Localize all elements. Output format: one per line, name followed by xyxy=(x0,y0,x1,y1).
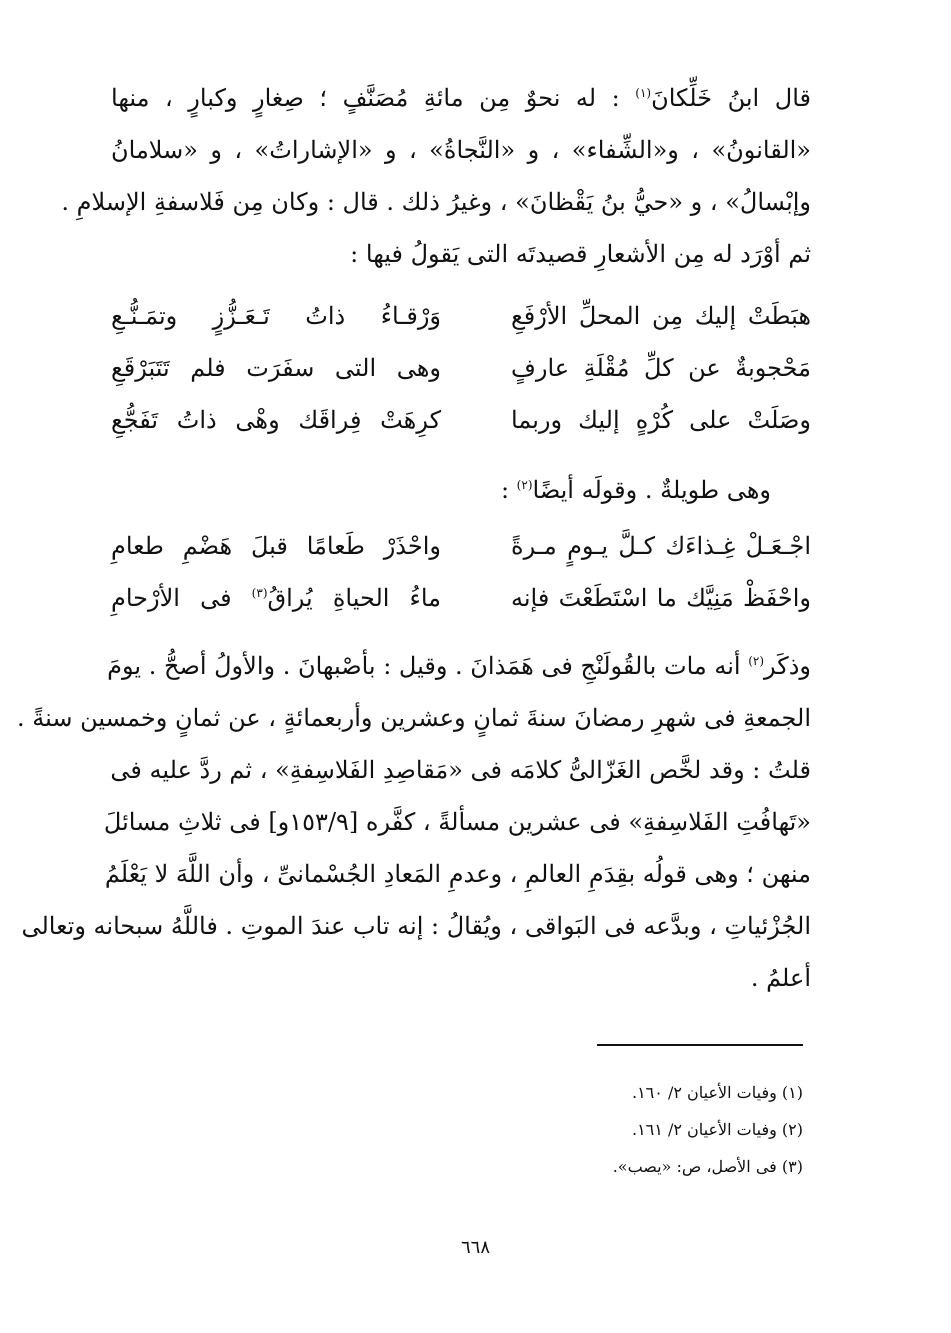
text-line: وإبْسالُ» ، و «حيُّ بنُ يَقْظانَ» ، وغيرُ ذلك . قال : وكان مِن فَلاسفةِ الإسلامِ . xyxy=(61,188,811,216)
verse-first-hemistich: هبَطَتْ إليك مِن المحلِّ الأرْفَعِ xyxy=(511,302,811,330)
verse-first-hemistich: اجْـعَـلْ غِـذاءَك كـلَّ يـومٍ مـرةً xyxy=(511,532,811,560)
text-line: «تَهافُتِ الفَلاسِفةِ» فى عشرين مسألةً ، كفَّره [١٥٣/٩و] فى ثلاثِ مسائلَ xyxy=(103,808,811,836)
text-fragment: : xyxy=(500,476,517,504)
poem-second xyxy=(111,520,811,624)
text-fragment: قال ابنُ خَلِّكانَ xyxy=(651,84,811,112)
text-fragment: وهى طويلةٌ . وقولَه أيضًا xyxy=(532,476,771,504)
verse-row xyxy=(111,520,811,572)
verse-second-hemistich: وَرْقـاءُ ذاتُ تَـعَـزُّزٍ وتمَـنُّـعِ xyxy=(111,302,441,330)
poem-intro-line xyxy=(501,464,811,516)
verse-first-hemistich: واحْفَظْ مَنِيَّك ما اسْتَطَعْتَ فإنه xyxy=(511,584,811,612)
footnote: (١) وفيات الأعيان ٢/ ١٦٠. xyxy=(631,1083,803,1102)
footnotes xyxy=(403,1074,803,1185)
footnote-separator xyxy=(597,1044,803,1046)
poem-first xyxy=(111,290,811,446)
paragraph-intro xyxy=(61,72,811,280)
text-line: «القانونُ» ، و«الشِّفاء» ، و «النَّجاةُ» ، و «الإشاراتُ» ، و «سلامانُ xyxy=(111,136,811,164)
paragraph-death xyxy=(16,640,811,1004)
verse-row xyxy=(111,342,811,394)
verse-second-hemistich: وهى التى سفَرَت فلم تَتَبَرْقَعِ xyxy=(111,354,441,382)
text-fragment: وذكَر xyxy=(764,652,811,680)
text-fragment: ماءُ الحياةِ يُراقُ xyxy=(267,584,441,612)
text-line: الجمعةِ فى شهرِ رمضانَ سنةَ ثمانٍ وعشرين وأربعمائةٍ ، عن ثمانٍ وخمسين سنةً . xyxy=(16,704,811,732)
footnote-marker: (٣) xyxy=(251,586,268,600)
verse-first-hemistich: مَحْجوبةٌ عن كلِّ مُقْلَةِ عارفٍ xyxy=(511,354,811,382)
footnote-marker: (٢) xyxy=(748,654,765,668)
verse-row xyxy=(111,572,811,624)
text-fragment: فى الأرْحامِ xyxy=(111,584,252,612)
text-line: الجُزْئياتِ ، وبدَّعه فى البَواقى ، ويُقالُ : إنه تاب عندَ الموتِ . فاللَّهُ سبحانه وتعالى xyxy=(21,912,811,940)
verse-row xyxy=(111,290,811,342)
text-line: ثم أوْرَد له مِن الأشعارِ قصيدتَه التى يَقولُ فيها : xyxy=(350,240,811,268)
verse-row xyxy=(111,394,811,446)
text-fragment: أنه مات بالقُولَنْجِ فى هَمَذانَ . وقيل : بأصْبهانَ . والأولُ أصحُّ . يومَ xyxy=(107,652,749,680)
footnote: (٢) وفيات الأعيان ٢/ ١٦١. xyxy=(631,1120,803,1139)
verse-second-hemistich: واحْذَرْ طَعامًا قبلَ هَضْمِ طعامِ xyxy=(111,532,441,560)
text-line xyxy=(107,640,811,692)
text-line: قلتُ : وقد لخَّص الغَزّالىُّ كلامَه فى «مَقاصِدِ الفَلاسِفةِ» ، ثم ردَّ عليه فى xyxy=(110,756,811,784)
footnote: (٣) فى الأصل، ص: «يصب». xyxy=(612,1157,803,1176)
text-fragment: : له نحوٌ مِن مائةِ مُصَنَّفٍ ؛ صِغارٍ وكبارٍ ، منها xyxy=(111,84,636,112)
verse-first-hemistich: وصَلَتْ على كُرْهٍ إليك وربما xyxy=(511,406,811,434)
footnote-marker: (٢) xyxy=(516,478,533,492)
text-line: أعلمُ . xyxy=(750,964,811,992)
verse-second-hemistich xyxy=(111,572,441,624)
footnote-marker: (١) xyxy=(635,86,652,100)
verse-second-hemistich: كرِهَتْ فِراقَك وهْى ذاتُ تَفَجُّعِ xyxy=(111,406,441,434)
text-line: منهن ؛ وهى قولُه بقِدَمِ العالمِ ، وعدمِ المَعادِ الجُسْمانىِّ ، وأن اللَّهَ لا يَعْلَمُ xyxy=(104,860,811,888)
text-line xyxy=(111,72,811,124)
page-number: ٦٦٨ xyxy=(460,1237,490,1258)
